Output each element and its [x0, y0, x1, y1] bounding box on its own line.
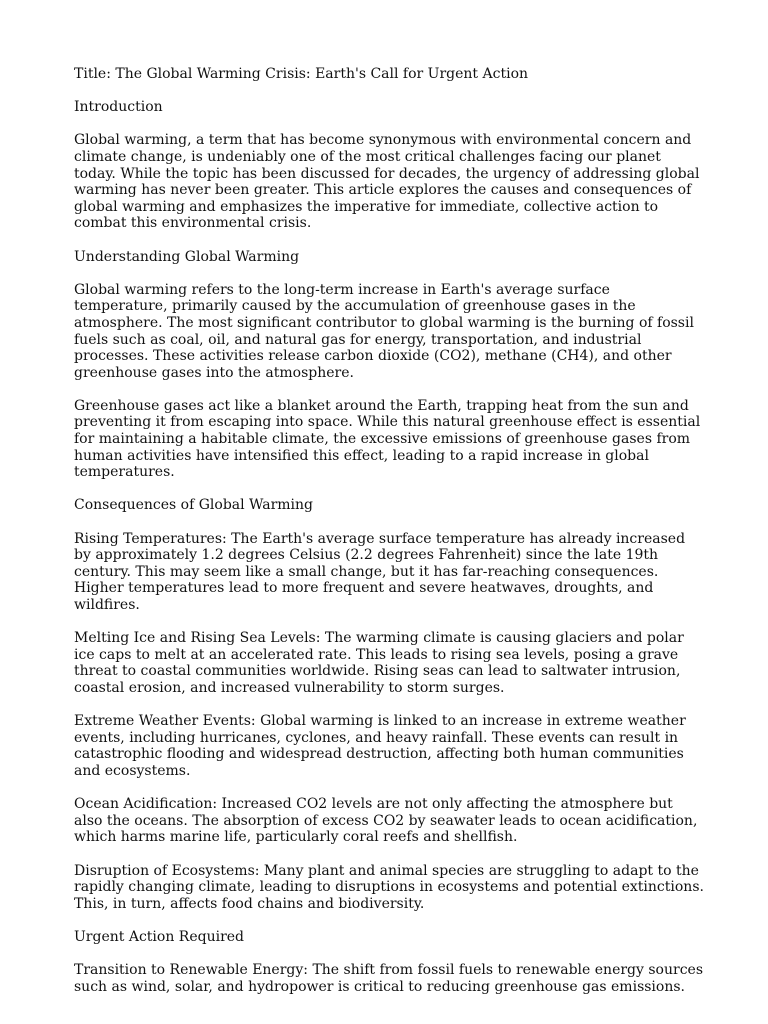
- paragraph-rising-temperatures: Rising Temperatures: The Earth's average surface temperature has already increased by approximately 1.2 degrees Celsius (2.2 degrees Fahrenheit) since the late 19th century. This may seem like a small change, but it has far-reaching consequences. Higher temperatures lead to more frequent and severe heatwaves, droughts, and wildfires.: [74, 530, 686, 613]
- document-title: Title: The Global Warming Crisis: Earth's Call for Urgent Action: [74, 66, 529, 82]
- section-heading-introduction: Introduction: [74, 99, 163, 116]
- paragraph-ocean-acidification: Ocean Acidification: Increased CO2 levels are not only affecting the atmosphere but also the oceans. The absorption of excess CO2 by seawater leads to ocean acidification, which harms marine life, particularly coral reefs and shellfish.: [74, 796, 698, 846]
- paragraph-understanding-2: Greenhouse gases act like a blanket around the Earth, trapping heat from the sun and preventing it from escaping into space. While this natural greenhouse effect is essential for maintaining a habitable climate, the excessive emissions of greenhouse gases from human activities have intensified this effect, leading to a rapid increase in global temperatures.: [74, 397, 701, 481]
- section-heading-consequences: Consequences of Global Warming: [74, 497, 313, 514]
- document-page: [74, 66, 704, 1012]
- paragraph-extreme-weather: Extreme Weather Events: Global warming is linked to an increase in extreme weather events, including hurricanes, cyclones, and heavy rainfall. These events can result in catastrophic flooding and widespread destruction, affecting both human communities and ecosystems.: [74, 713, 686, 779]
- paragraph-introduction: Global warming, a term that has become synonymous with environmental concern and climate change, is undeniably one of the most critical challenges facing our planet today. While the topic has been discussed for decades, the urgency of addressing global warming has never been greater. This article explores the causes and consequences of global warming and emphasizes the imperative for immediate, collective action to combat this environmental crisis.: [74, 132, 700, 232]
- paragraph-understanding-1: Global warming refers to the long-term increase in Earth's average surface temperature, primarily caused by the accumulation of greenhouse gases in the atmosphere. The most significant contributor to global warming is the burning of fossil fuels such as coal, oil, and natural gas for energy, transportation, and industrial processes. These activities release carbon dioxide (CO2), methane (CH4), and other greenhouse gases into the atmosphere.: [74, 281, 694, 381]
- paragraph-melting-ice: Melting Ice and Rising Sea Levels: The warming climate is causing glaciers and polar ice caps to melt at an accelerated rate. This leads to rising sea levels, posing a grave threat to coastal communities worldwide. Rising seas can lead to saltwater intrusion, coastal erosion, and increased vulnerability to storm surges.: [74, 630, 684, 696]
- section-heading-understanding: Understanding Global Warming: [74, 248, 300, 265]
- paragraph-renewable-energy: Transition to Renewable Energy: The shift from fossil fuels to renewable energy sources such as wind, solar, and hydropower is critical to reducing greenhouse gas emissions.: [74, 962, 704, 995]
- paragraph-disruption-ecosystems: Disruption of Ecosystems: Many plant and animal species are struggling to adapt to the rapidly changing climate, leading to disruptions in ecosystems and potential extinctions. This, in turn, affects food chains and biodiversity.: [74, 862, 704, 912]
- section-heading-urgent-action: Urgent Action Required: [74, 928, 245, 945]
